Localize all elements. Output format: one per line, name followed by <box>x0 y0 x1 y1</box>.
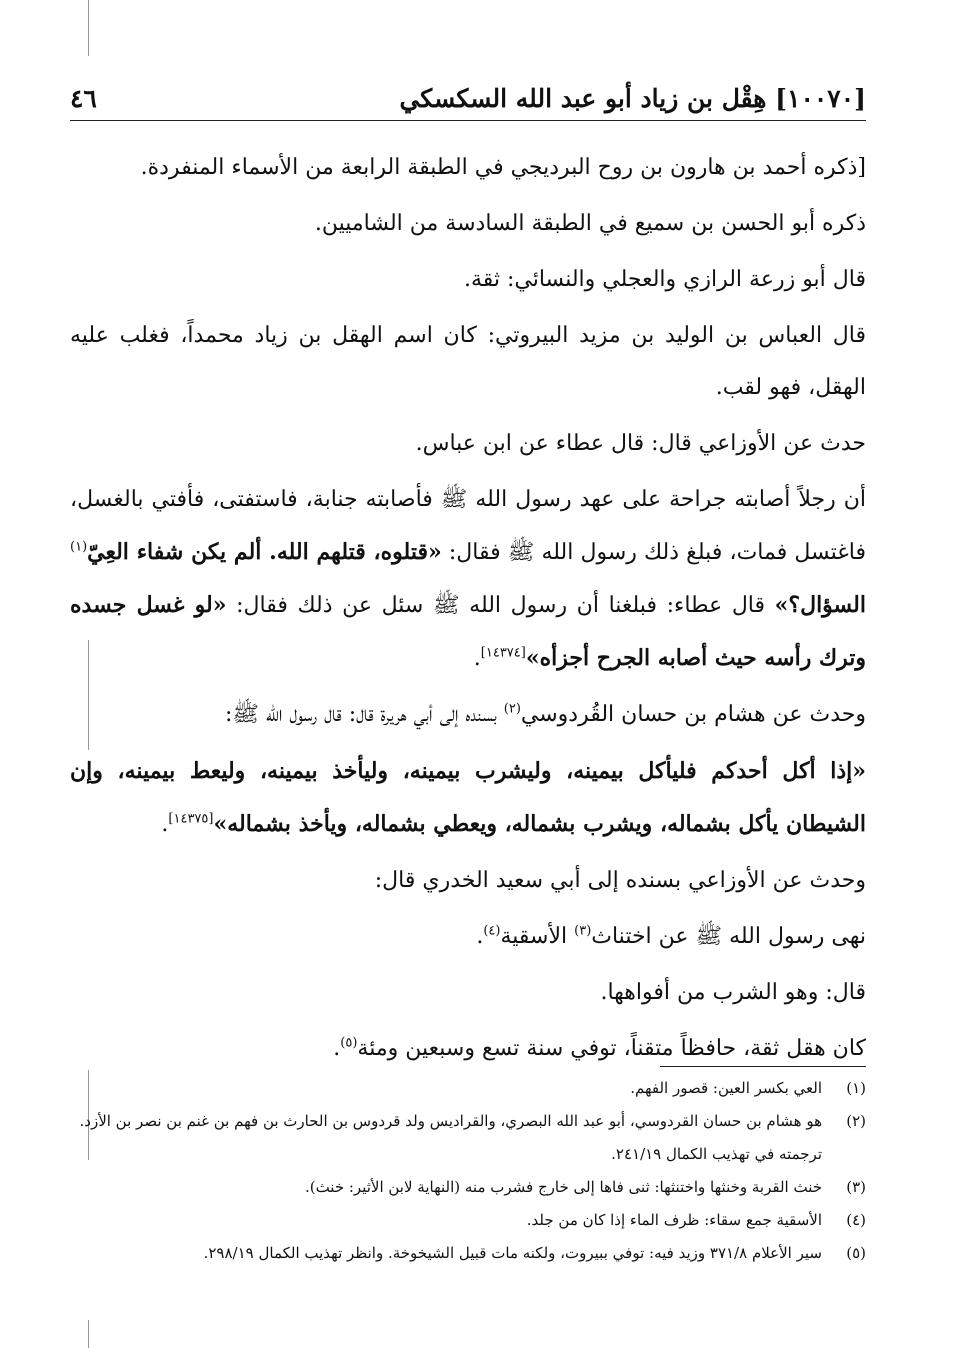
footnote-number: (٥) <box>846 1244 866 1262</box>
hadith-text: السؤال؟» <box>774 592 866 618</box>
footnote-ref: (١) <box>70 539 88 555</box>
footnote-rule <box>660 1066 866 1067</box>
footnote-ref: (٢) <box>503 701 521 717</box>
text-run: بسنده إلى أبي هريرة قال: قال رسول الله ﷺ: <box>224 702 504 727</box>
text-run: قال عطاء: فبلغنا أن رسول الله ﷺ سئل عن ذلك فقال: <box>226 593 775 618</box>
text-run: الأسقية <box>500 924 575 949</box>
footnote-number: (٢) <box>846 1112 866 1130</box>
text-run: . <box>473 646 481 671</box>
text-run: نهى رسول الله ﷺ عن اختناث <box>591 924 866 949</box>
paragraph: ذكره أبو الحسن بن سميع في الطبقة السادسة من الشاميين. <box>314 211 866 236</box>
paragraph <box>70 689 866 741</box>
footnote-text: خنث القربة وخنثها واختنثها: ثنى فاها إلى خارج فشرب منه (النهاية لابن الأثير: خنث). <box>304 1178 822 1196</box>
footnote <box>70 1204 866 1237</box>
hadith-number: [١٤٣٧٤] <box>480 645 526 661</box>
footnote-ref: (٥) <box>340 1035 358 1051</box>
footnote-text: سير الأعلام ٣٧١/٨ وزيد فيه: توفي ببيروت، ولكنه مات قبيل الشيخوخة. وانظر تهذيب الكمال ٢٩٨/١٩. <box>203 1244 822 1262</box>
text-run: وحدث عن هشام بن حسان القُردوسي <box>520 702 866 727</box>
footnote-text: هو هشام بن حسان القردوسي، أبو عبد الله البصري، والقراديس ولد قردوس بن الحارث بن فهم بن غنم بن نصر بن الأزد. ترجمته في تهذيب الكمال ٢٤١/١٩. <box>79 1112 822 1163</box>
footnote-text: الأسقية جمع سقاء: ظرف الماء إذا كان من جلد. <box>526 1211 822 1229</box>
page-header <box>70 78 866 118</box>
running-title: [١٠٠٧٠] هِقْل بن زياد أبو عبد الله السكسكي <box>399 83 866 113</box>
text-run: كان هقل ثقة، حافظاً متقناً، توفي سنة تسع وسبعين ومئة <box>357 1036 866 1061</box>
text-run: . <box>333 1036 341 1061</box>
paragraph: حدث عن الأوزاعي قال: قال عطاء عن ابن عباس. <box>415 431 866 456</box>
footnote-ref: (٤) <box>483 923 501 939</box>
paragraph <box>70 911 866 963</box>
paragraph: قال أبو زرعة الرازي والعجلي والنسائي: ثقة. <box>463 267 866 292</box>
scan-artifact-line <box>88 0 89 56</box>
header-rule <box>70 120 866 121</box>
hadith-number: [١٤٣٧٥] <box>168 811 214 827</box>
footnote-text: العي بكسر العين: قصور الفهم. <box>630 1079 822 1097</box>
footnote <box>70 1072 866 1105</box>
hadith-text: «إذا أكل أحدكم فليأكل بيمينه، وليشرب بيمينه، وليأخذ بيمينه، وليعط بيمينه، وإن الشيطان يأكل بشماله، ويشرب بشماله، ويعطي بشماله، ويأخذ بشماله» <box>70 758 866 837</box>
footnote-number: (٣) <box>846 1178 866 1196</box>
scan-artifact-line <box>88 1320 89 1348</box>
paragraph: [ذكره أحمد بن هارون بن روح البرديجي في الطبقة الرابعة من الأسماء المنفردة. <box>140 155 866 180</box>
paragraph <box>70 1023 866 1075</box>
hadith-text: «قتلوه، قتلهم الله. ألم يكن شفاء العِيّ <box>87 539 442 565</box>
paragraph: قال: وهو الشرب من أفواهها. <box>600 980 866 1005</box>
page-number: ٤٦ <box>70 83 97 113</box>
paragraph: قال العباس بن الوليد بن مزيد البيروتي: كان اسم الهقل بن زياد محمداً، فغلب عليه الهقل، فهو لقب. <box>70 323 866 400</box>
footnote <box>70 1105 866 1171</box>
text-run: أن رجلاً أصابته جراحة على عهد رسول الله ﷺ فأصابته جنابة، فاستفتى، فأفتي بالغسل، فاغتسل فمات، فبلغ ذلك رسول الله ﷺ فقال: <box>70 487 866 565</box>
text-run: . <box>161 812 169 837</box>
hadith-text: «لو غسل جسده وترك رأسه حيث أصابه الجرح أجزأه» <box>70 592 866 671</box>
footnote-ref: (٣) <box>574 923 592 939</box>
footnotes <box>70 1072 866 1270</box>
footnote <box>70 1237 866 1270</box>
main-text <box>70 142 866 1079</box>
footnote-number: (٤) <box>846 1211 866 1229</box>
paragraph-hadith-right-hand <box>70 745 866 851</box>
paragraph: وحدث عن الأوزاعي بسنده إلى أبي سعيد الخدري قال: <box>374 868 866 893</box>
footnote <box>70 1171 866 1204</box>
text-run: . <box>476 924 484 949</box>
footnote-number: (١) <box>846 1079 866 1097</box>
paragraph-hadith-ghusl <box>70 474 866 685</box>
